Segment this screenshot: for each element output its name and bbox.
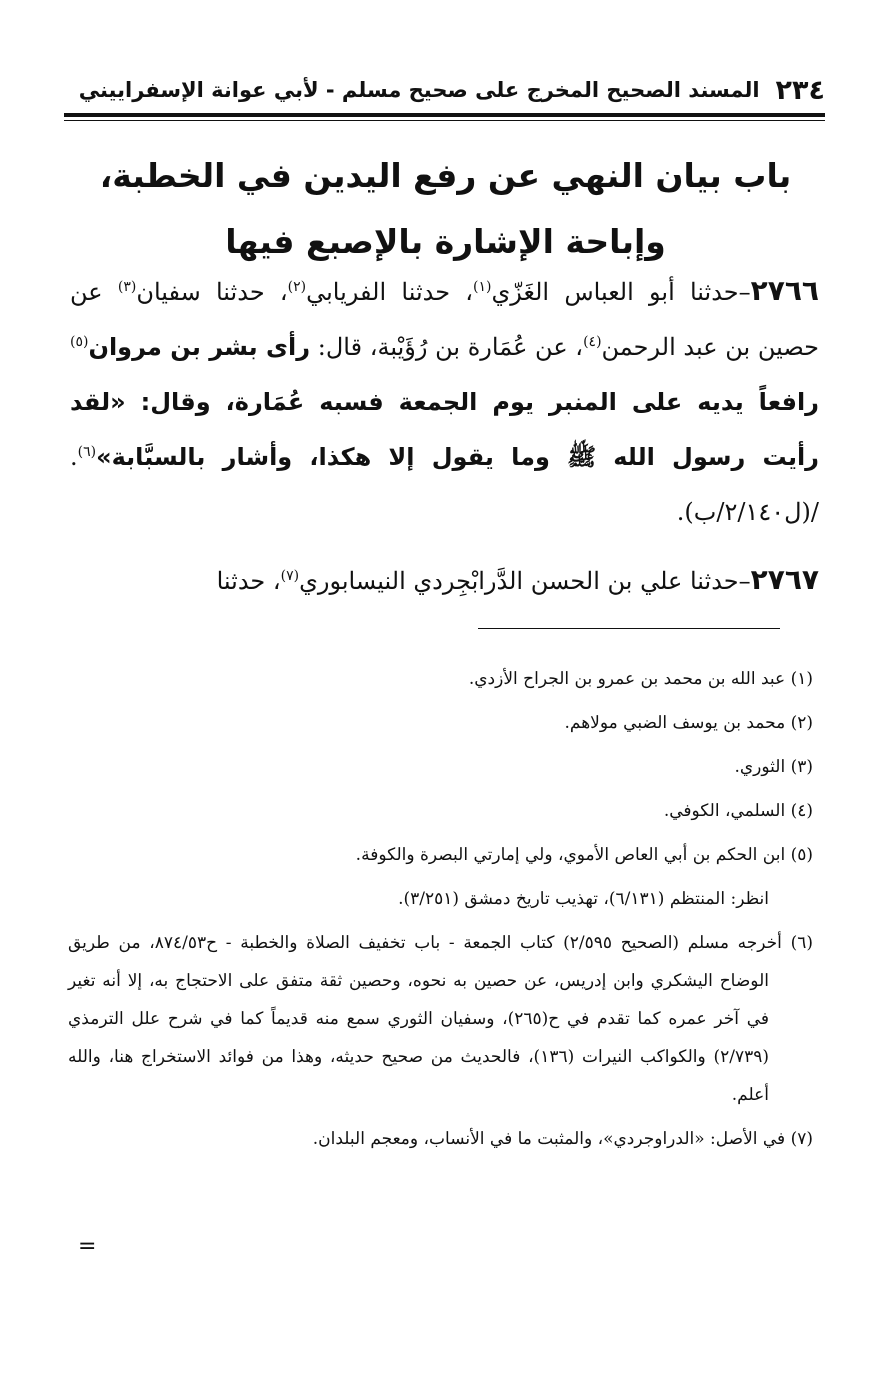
footnote-3: (٣) الثوري. bbox=[734, 757, 813, 777]
footnote-2: (٢) محمد بن يوسف الضبي مولاهم. bbox=[564, 713, 813, 733]
hadith-text: –حدثنا أبو العباس الغَزّي bbox=[491, 278, 751, 306]
footnote-ref: (٦) bbox=[77, 444, 97, 460]
manuscript-ref: . /(ل٢/١٤٠/ب). bbox=[70, 443, 819, 526]
header-rule-thin bbox=[64, 120, 825, 121]
hadith-text: ، حدثنا الفريابي bbox=[306, 278, 474, 306]
hadith-matn: رافعاً يديه على المنبر يوم الجمعة فسبه عُمَارة، وقال: «لقد رأيت رسول الله ﷺ وما يقول إلا هكذا، وأشار بالسبَّابة» bbox=[70, 388, 819, 471]
footnote-5-continuation: انظر: المنتظم (٦/١٣١)، تهذيب تاريخ دمشق (٣/٢٥١). bbox=[398, 889, 769, 909]
footnotes bbox=[68, 660, 813, 1164]
footnote-ref: (٧) bbox=[280, 568, 300, 584]
hadith-text: ، حدثنا سفيان bbox=[136, 278, 288, 306]
footnote-ref: (٥) bbox=[70, 334, 89, 350]
hadith-text: –حدثنا علي بن الحسن الدَّرابْجِردي النيسابوري bbox=[299, 567, 751, 595]
footnote-6: (٦) أخرجه مسلم (الصحيح ٢/٥٩٥) كتاب الجمعة - باب تخفيف الصلاة والخطبة - ح٨٧٤/٥٣، من طريق الوضاح اليشكري وابن إدريس، عن حصين به نحوه، وحصين ثقة متفق على الاحتجاج به، إلا أنه تغير في آخر عمره كما تقدم في ح(٢٦٥)، وسفيان الثوري سمع منه قديماً كما في شرح علل الترمذي (٢/٧٣٩) والكواكب النيرات (١٣٦)، فالحديث من صحيح حديثه، وهذا من فوائد الاستخراج هنا، والله أعلم. bbox=[68, 933, 813, 1105]
running-title: المسند الصحيح المخرج على صحيح مسلم - لأبي عوانة الإسفراييني bbox=[78, 78, 760, 102]
hadith-number: ٢٧٦٦ bbox=[750, 274, 820, 307]
hadith-2767 bbox=[70, 552, 819, 609]
hadith-text: عن حصين بن عبد الرحمن bbox=[70, 278, 819, 361]
hadith-text: ، عن عُمَارة بن رُؤَيْبة، قال: bbox=[310, 333, 584, 361]
page-header bbox=[66, 70, 825, 110]
footnote-7: (٧) في الأصل: «الدراوجردي»، والمثبت ما في الأنساب، ومعجم البلدان. bbox=[312, 1129, 813, 1149]
hadith-text: ، حدثنا bbox=[216, 567, 281, 595]
hadith-matn: رأى بشر بن مروان bbox=[88, 333, 311, 361]
page-number: ٢٣٤ bbox=[775, 74, 825, 106]
hadith-number: ٢٧٦٧ bbox=[750, 563, 819, 596]
footnote-ref: (٢) bbox=[287, 279, 307, 295]
footnote-separator bbox=[478, 628, 780, 629]
footnote-ref: (١) bbox=[473, 279, 492, 295]
end-mark: = bbox=[78, 1234, 97, 1259]
footnote-1: (١) عبد الله بن محمد بن عمرو بن الجراح الأزدي. bbox=[468, 669, 813, 689]
footnote-5: (٥) ابن الحكم بن أبي العاص الأموي، ولي إمارتي البصرة والكوفة. bbox=[355, 845, 813, 865]
header-rule-thick bbox=[64, 113, 825, 117]
chapter-title: باب بيان النهي عن رفع اليدين في الخطبة، وإباحة الإشارة بالإصبع فيها bbox=[99, 156, 792, 261]
main-text bbox=[70, 263, 819, 621]
footnote-ref: (٤) bbox=[583, 334, 602, 350]
footnote-4: (٤) السلمي، الكوفي. bbox=[663, 801, 813, 821]
footnote-ref: (٣) bbox=[117, 279, 137, 295]
hadith-2766 bbox=[70, 263, 819, 540]
